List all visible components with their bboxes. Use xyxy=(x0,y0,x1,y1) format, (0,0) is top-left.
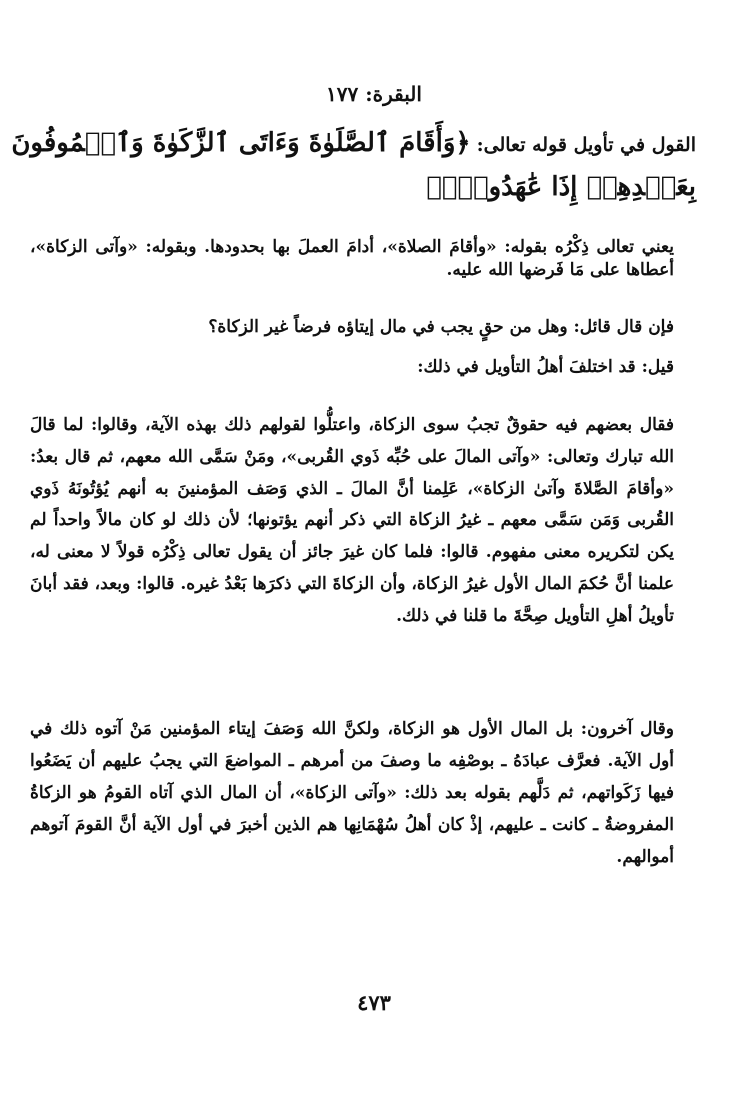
quran-verse-text: ﴿وَأَقَامَ ٱلصَّلَوٰةَ وَءَاتَى ٱلزَّكَوٰةَ وَٱلۡمُوفُونَ xyxy=(11,128,471,158)
paragraph-1: يعني تعالى ذِكْرُه بقوله: «وأقامَ الصلاة»، أدامَ العملَ بها بحدودها. وبقوله: «وآتى الزكاة»، أعطاها على مَا فَرضها الله عليه. xyxy=(30,237,674,280)
running-head: البقرة: ١٧٧ xyxy=(326,82,422,106)
page-number: ٤٧٣ xyxy=(357,990,391,1015)
quran-verse-text-continued: بِعَهۡدِهِمۡ إِذَا عَٰهَدُواْۖ﴾ xyxy=(426,172,696,202)
verse-intro: القول في تأويل قوله تعالى: xyxy=(476,134,696,156)
paragraph-4: فقال بعضهم فيه حقوقٌ تجبُ سوى الزكاة، واعتلُّوا لقولهم ذلك بهذه الآية، وقالوا: لما قالَ الله تبارك وتعالى: «وآتى المالَ على حُبِّه ذَوي القُربى»، ومَنْ سَمَّى الله معهم، ثم قال بعدُ: «وأقامَ الصَّلاةَ وآتىٰ الزكاة»، عَلِمنا أنَّ المالَ ـ الذي وَصَف المؤمنينَ به أنهم يُؤتُونَهُ ذَوي القُربى وَمَن سَمَّى معهم ـ غيرُ الزكاة التي ذكر أنهم يؤتونها؛ لأن ذلك لو كان مالاً واحداً لم يكن لتكريره معنى مفهوم. قالوا: فلما كان غيرَ جائز أن يقول تعالى ذِكْرُه قولاً لا معنى له، علمنا أنَّ حُكمَ المال الأول غيرُ الزكاة، وأن الزكاةَ التي ذكرَها بَعْدُ غيره. قالوا: وبعد، فقد أبانَ تأويلُ أهلِ التأويل صِحَّةَ ما قلنا في ذلك. xyxy=(30,415,674,626)
verse-line-1 xyxy=(11,128,696,158)
verse-heading xyxy=(11,128,696,202)
paragraph-3: قيل: قد اختلفَ أهلُ التأويل في ذلك: xyxy=(417,357,674,377)
paragraph-2: فإن قال قائل: وهل من حقٍ يجب في مال إيتاؤه فرضاً غير الزكاة؟ xyxy=(208,317,674,337)
paragraph-5: وقال آخرون: بل المال الأول هو الزكاة، ولكنَّ الله وَصَفَ إيتاء المؤمنين مَنْ آتوه ذلك في أول الآية. فعرَّف عبادَهُ ـ بوصْفِه ما وصفَ من أمرهم ـ المواضعَ التي يجبُ عليهم أن يَضَعُوا فيها زَكَواتهم، ثم دَلَّهم بقوله بعد ذلك: «وآتى الزكاة»، أن المال الذي آتاه القومُ هو الزكاةُ المفروضةُ ـ كانت ـ عليهم، إذْ كان أهلُ سُهْمَانِها هم الذين أخبرَ في أول الآية أنَّ القومَ آتوهم أموالهم. xyxy=(30,719,674,867)
